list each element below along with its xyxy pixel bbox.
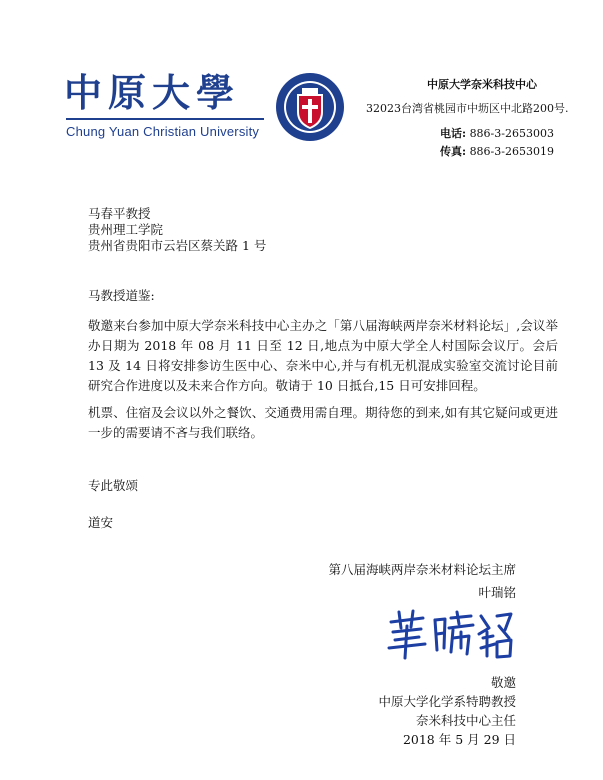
sender-details <box>378 673 516 749</box>
fax-number: 886-3-2653019 <box>469 145 554 158</box>
phone-label: 电话: <box>440 127 467 140</box>
salutation: 马教授道鉴: <box>88 288 155 303</box>
handwritten-signature <box>385 608 515 662</box>
institute-address: 32023台湾省桃园市中坜区中北路200号. <box>366 102 569 115</box>
logo-divider <box>66 118 264 120</box>
body-paragraph-1: 敬邀来台参加中原大学奈米科技中心主办之「第八届海峡两岸奈米材料论坛」,会议举办日期为 2018 年 08 月 11 日至 12 日,地点为中原大学全人村国际会议厅。会后 13 及 14 日将安排参访生医中心、奈米中心,并与有机无机混成实验室交流讨论目前研究合作进度以及未来合作方向。敬请于 10 日抵台,15 日可安排回程。 <box>88 318 558 393</box>
sender-title: 第八届海峡两岸奈米材料论坛主席 <box>328 562 516 577</box>
university-logo-english: Chung Yuan Christian University <box>66 124 260 139</box>
sender-name: 叶瑞铭 <box>478 585 516 600</box>
closing-greeting: 道安 <box>88 515 114 530</box>
body-paragraph-2: 机票、住宿及会议以外之餐饮、交通费用需自理。期待您的到来,如有其它疑问或更进一步的需要请不吝与我们联络。 <box>88 405 558 440</box>
letter-date: 2018 年 5 月 29 日 <box>402 732 516 747</box>
recipient-organization: 贵州理工学院 <box>88 222 164 237</box>
closing-phrase: 专此敬颂 <box>88 478 139 493</box>
recipient-block <box>88 206 266 254</box>
university-seal-icon <box>275 72 345 142</box>
recipient-address: 贵州省贵阳市云岩区蔡关路 1 号 <box>88 238 267 253</box>
fax-label: 传真: <box>440 145 467 158</box>
sender-position-2: 奈米科技中心主任 <box>415 713 516 728</box>
recipient-name: 马春平教授 <box>88 206 151 221</box>
phone-number: 886-3-2653003 <box>469 127 554 140</box>
phone-line <box>440 125 554 141</box>
fax-line <box>440 143 554 159</box>
sender-position-1: 中原大学化学系特聘教授 <box>378 694 516 709</box>
invite-text: 敬邀 <box>490 675 516 690</box>
university-logo-chinese: 中原大學 <box>64 70 241 115</box>
institute-name: 中原大学奈米科技中心 <box>427 78 537 91</box>
